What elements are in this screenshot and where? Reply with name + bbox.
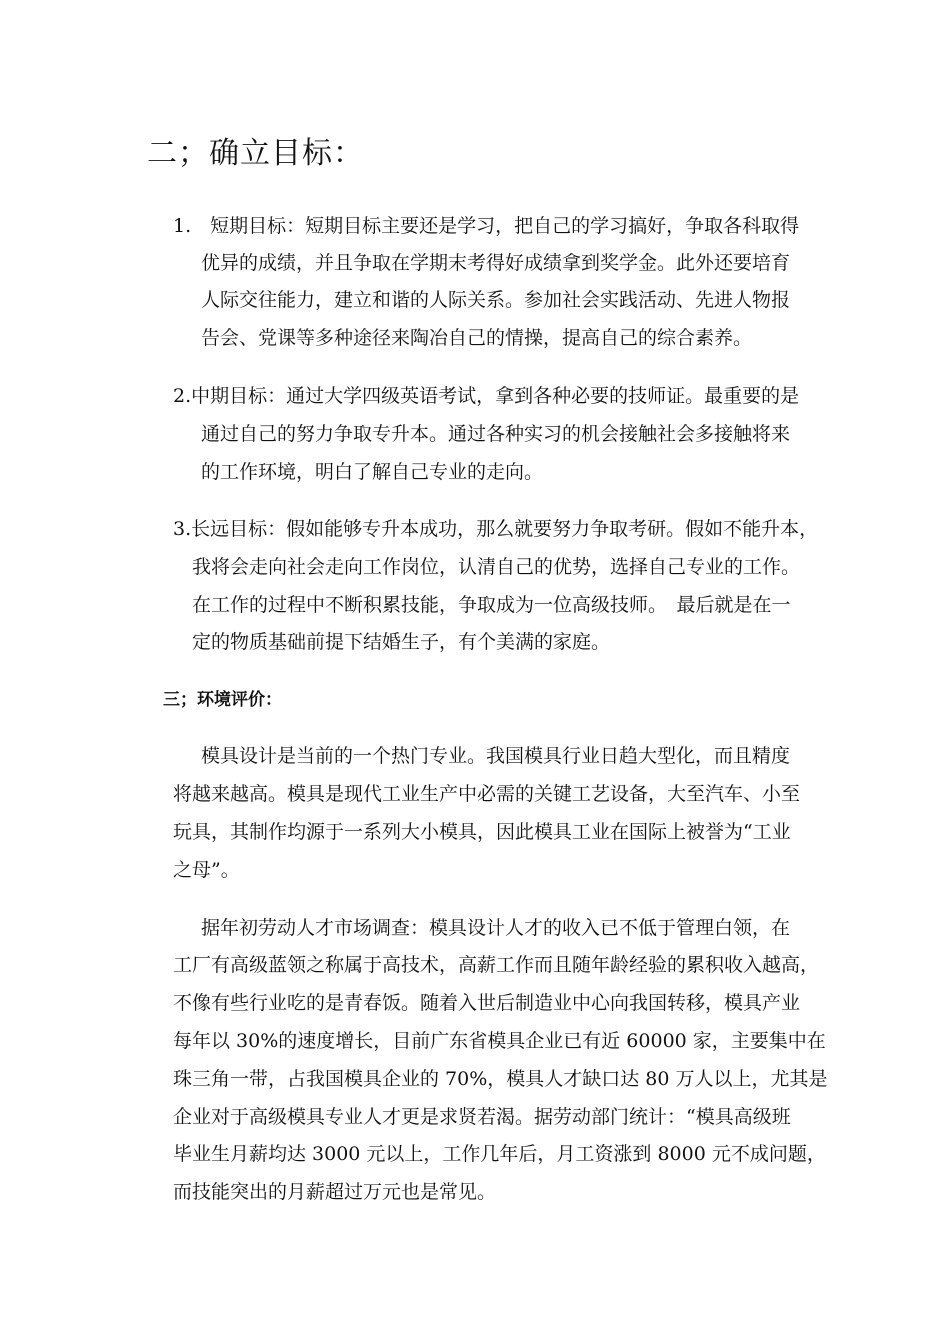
para-2-line-2: 工厂有高级蓝领之称属于高技术，高薪工作而且随年龄经验的累积收入越高， [173, 954, 820, 976]
goal-2-line-3: 的工作环境，明白了解自己专业的走向。 [201, 461, 544, 483]
goal-1-line-4: 告会、党课等多种途径来陶冶自己的情操，提高自己的综合素养。 [201, 327, 753, 349]
para-1-line-2: 将越来越高。模具是现代工业生产中必需的关键工艺设备，大至汽车、小至 [173, 783, 801, 805]
para-2-line-3: 不像有些行业吃的是青春饭。随着入世后制造业中心向我国转移，模具产业 [173, 992, 801, 1014]
para-2-line-8: 而技能突出的月薪超过万元也是常见。 [173, 1181, 497, 1203]
para-1-line-1: 模具设计是当前的一个热门专业。我国模具行业日趋大型化，而且精度 [201, 745, 791, 767]
goal-2-line-1: 2.中期目标：通过大学四级英语考试，拿到各种必要的技师证。最重要的是 [173, 385, 800, 407]
goal-1-line-2: 优异的成绩，并且争取在学期末考得好成绩拿到奖学金。此外还要培育 [201, 252, 791, 274]
section-title: 二；确立目标： [147, 136, 364, 171]
goal-1-line-3: 人际交往能力，建立和谐的人际关系。参加社会实践活动、先进人物报 [201, 289, 791, 311]
goal-3-line-4: 定的物质基础前提下结婚生子，有个美满的家庭。 [192, 631, 611, 653]
goal-3-line-2: 我将会走向社会走向工作岗位，认清自己的优势，选择自己专业的工作。 [192, 556, 801, 578]
sub-heading-environment: 三；环境评价： [163, 690, 282, 710]
para-2-line-7: 毕业生月薪均达 3000 元以上，工作几年后，月工资涨到 8000 元不成问题， [173, 1143, 826, 1165]
para-2-line-5: 珠三角一带，占我国模具企业的 70%，模具人才缺口达 80 万人以上，尤其是 [173, 1068, 828, 1090]
para-2-line-1: 据年初劳动人才市场调查：模具设计人才的收入已不低于管理白领，在 [201, 917, 791, 939]
para-1-line-3: 玩具，其制作均源于一系列大小模具，因此模具工业在国际上被誉为“工业 [173, 821, 791, 843]
para-2-line-4: 每年以 30%的速度增长，目前广东省模具企业已有近 60000 家，主要集中在 [173, 1030, 826, 1052]
para-1-line-4: 之母”。 [173, 859, 240, 881]
goal-1-line-1: 1. 短期目标：短期目标主要还是学习，把自己的学习搞好，争取各科取得 [173, 215, 800, 237]
goal-2-line-2: 通过自己的努力争取专升本。通过各种实习的机会接触社会多接触将来 [201, 423, 791, 445]
goal-3-line-1: 3.长远目标：假如能够专升本成功，那么就要努力争取考研。假如不能升本， [173, 518, 819, 540]
goal-3-line-3: 在工作的过程中不断积累技能，争取成为一位高级技师。 最后就是在一 [192, 594, 791, 616]
para-2-line-6: 企业对于高级模具专业人才更是求贤若渴。据劳动部门统计：“模具高级班 [173, 1106, 791, 1128]
